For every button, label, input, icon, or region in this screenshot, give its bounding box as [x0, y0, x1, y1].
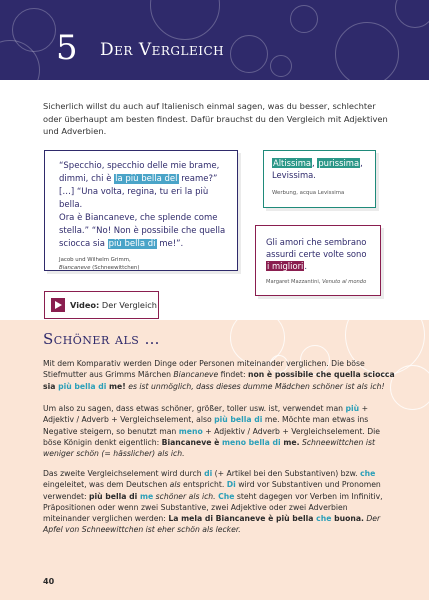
- chapter-number: 5: [56, 28, 78, 68]
- decorative-bubble: [150, 0, 220, 40]
- highlight: purissima: [318, 158, 360, 168]
- quote-box-levissima: [263, 150, 376, 208]
- paragraph-comparative: Mit dem Komparativ werden Dinge oder Personen miteinander verglichen. Die böse Stiefmutter aus Grimms Märchen Biancaneve findet: non è possibile che quella sciocca sia più bella di me! es ist unmöglich, dass dieses dumme Mädchen schöner ist als ich!: [43, 359, 395, 391]
- quote-text: “Specchio, specchio delle mie brame, dimmi, chi è la più bella del reame?” […] “Una volta, regina, tu eri la più bella. Ora è Biancaneve, che splende come stella.” “No! Non è possibile che quella sciocca sia più bella di me!”.: [59, 161, 226, 249]
- paragraph-piu-meno: Um also zu sagen, dass etwas schöner, größer, toller usw. ist, verwendet man più + Adjektiv / Adverb + Vergleichselement, also più bella di me. Möchte man etwas ins Negative steigern, so benutzt man meno + Adjektiv / Adverb + Vergleichselement. Die böse Königin denkt eigentlich: Biancaneve è meno bella di me. Schneewittchen ist weniger schön (= hässlicher) als ich.: [43, 404, 381, 459]
- highlight: Altissima: [273, 158, 312, 168]
- highlight: i migliori: [267, 260, 304, 271]
- quote-text: Altissima, purissima, Levissima.: [272, 158, 363, 180]
- comparative-section: [0, 320, 429, 600]
- intro-paragraph: Sicherlich willst du auch auf Italienisch einmal sagen, was du besser, schlechter oder überhaupt am besten findest. Dafür brauchst du den Vergleich mit Adjektiven und Adverbien.: [43, 101, 388, 136]
- section-title: Schöner als …: [43, 330, 161, 348]
- quote-box-grimm: [44, 150, 238, 271]
- paragraph-di-che: Das zweite Vergleichselement wird durch di (+ Artikel bei den Substantiven) bzw. che eingeleitet, was dem Deutschen als entspricht. Di wird vor Substantiven und Pronomen verwendet: più bella di me schöner als ich. Che steht dagegen vor Verben im Infinitiv, Präpositionen oder wenn zwei Substantive, zwei Adjektive oder zwei Adverbien miteinander verglichen werden: La mela di Biancaneve è più bella che buona. Der Apfel von Schneewittchen ist eher schön als lecker.: [43, 469, 383, 535]
- decorative-bubble: [270, 55, 292, 77]
- highlight: la più bella del: [115, 174, 178, 184]
- video-label: Video: Der Vergleich: [70, 300, 157, 310]
- decorative-bubble: [395, 0, 429, 28]
- quote-box-mazzantini: [255, 225, 381, 296]
- decorative-bubble: [335, 22, 399, 80]
- video-button[interactable]: [44, 291, 159, 319]
- decorative-bubble: [290, 5, 318, 33]
- chapter-header: [0, 0, 429, 80]
- quote-source: Jacob und Wilhelm Grimm, Biancaneve (Schneewittchen): [59, 257, 140, 271]
- play-icon: [51, 298, 65, 312]
- quote-text: Gli amori che sembrano assurdi certe volte sono i migliori.: [266, 237, 367, 271]
- decorative-bubble: [390, 365, 429, 410]
- page-number: 40: [43, 577, 55, 586]
- quote-source: Margaret Mazzantini, Venuto al mondo: [266, 279, 367, 286]
- highlight: più bella di: [108, 239, 156, 249]
- chapter-title: Der Vergleich: [100, 40, 225, 60]
- decorative-bubble: [230, 35, 268, 73]
- quote-source: Werbung, acqua Levissima: [272, 189, 345, 196]
